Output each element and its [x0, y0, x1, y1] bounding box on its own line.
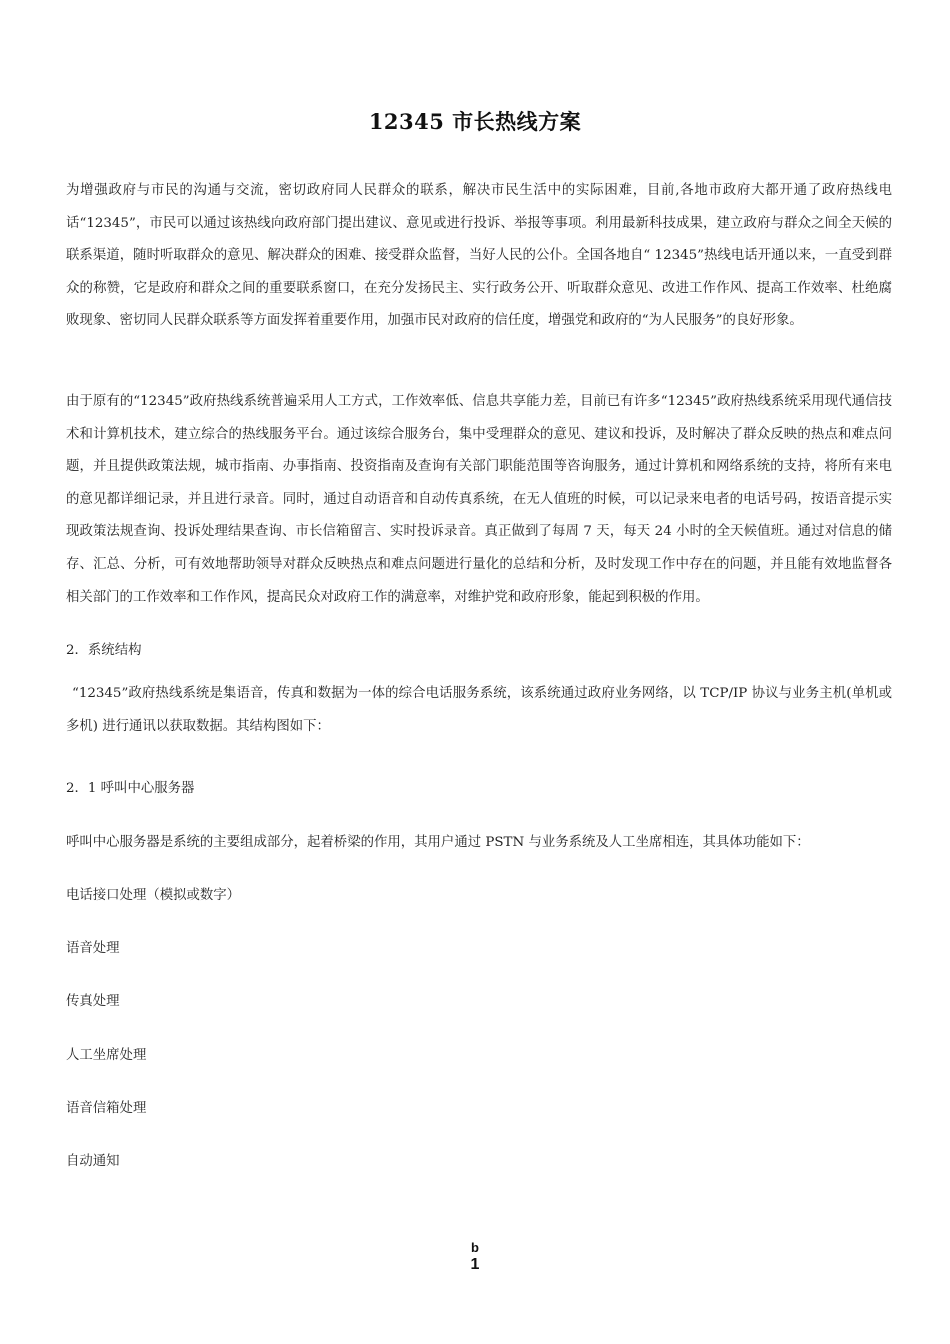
section-heading-system-structure: 2．系统结构 [66, 643, 142, 658]
function-item: 传真处理 [66, 994, 120, 1009]
function-item: 语音处理 [66, 941, 120, 956]
function-item: 语音信箱处理 [66, 1101, 147, 1116]
call-center-paragraph: 呼叫中心服务器是系统的主要组成部分，起着桥梁的作用，其用户通过 PSTN 与业务系统及人工坐席相连，其具体功能如下： [66, 835, 810, 850]
page-number: 1 [470, 1256, 480, 1273]
function-item: 自动通知 [66, 1154, 120, 1169]
function-item: 电话接口处理（模拟或数字） [66, 888, 241, 903]
document-title: 12345 市长热线方案 [368, 109, 582, 134]
function-item: 人工坐席处理 [66, 1048, 147, 1063]
system-structure-paragraph: “12345”政府热线系统是集语音，传真和数据为一体的综合电话服务系统，该系统通过政府业务网络，以 TCP/IP 协议与业务主机(单机或多机) 进行通讯以获取数据。其结构图如下： [66, 686, 892, 734]
background-paragraph: 由于原有的“12345”政府热线系统普遍采用人工方式，工作效率低、信息共享能力差，目前已有许多“12345”政府热线系统采用现代通信技术和计算机技术，建立综合的热线服务平台。通过该综合服务台，集中受理群众的意见、建议和投诉，及时解决了群众反映的热点和难点问题，并且提供政策法规，城市指南、办事指南、投资指南及查询有关部门职能范围等咨询服务，通过计算机和网络系统的支持，将所有来电的意见都详细记录，并且进行录音。同时，通过自动语音和自动传真系统，在无人值班的时候，可以记录来电者的电话号码，按语音提示实现政策法规查询、投诉处理结果查询、市长信箱留言、实时投诉录音。真正做到了每周 7 天，每天 24 小时的全天候值班。通过对信息的储存、汇总、分析，可有效地帮助领导对群众反映热点和难点问题进行量化的总结和分析，及时发现工作中存在的问题，并且能有效地监督各相关部门的工作效率和工作作风，提高民众对政府工作的满意率，对维护党和政府形象，能起到积极的作用。 [66, 394, 892, 605]
footer-mark: b [471, 1240, 479, 1255]
intro-paragraph: 为增强政府与市民的沟通与交流，密切政府同人民群众的联系，解决市民生活中的实际困难，目前,各地市政府大都开通了政府热线电话“12345”，市民可以通过该热线向政府部门提出建议、意见或进行投诉、举报等事项。利用最新科技成果，建立政府与群众之间全天候的联系渠道，随时听取群众的意见、解决群众的困难、接受群众监督，当好人民的公仆。全国各地自“ 12345”热线电话开通以来，一直受到群众的称赞，它是政府和群众之间的重要联系窗口，在充分发扬民主、实行政务公开、听取群众意见、改进工作作风、提高工作效率、杜绝腐败现象、密切同人民群众联系等方面发挥着重要作用，加强市民对政府的信任度，增强党和政府的“为人民服务”的良好形象。 [66, 183, 892, 329]
subsection-heading-call-center: 2．1 呼叫中心服务器 [66, 781, 195, 796]
